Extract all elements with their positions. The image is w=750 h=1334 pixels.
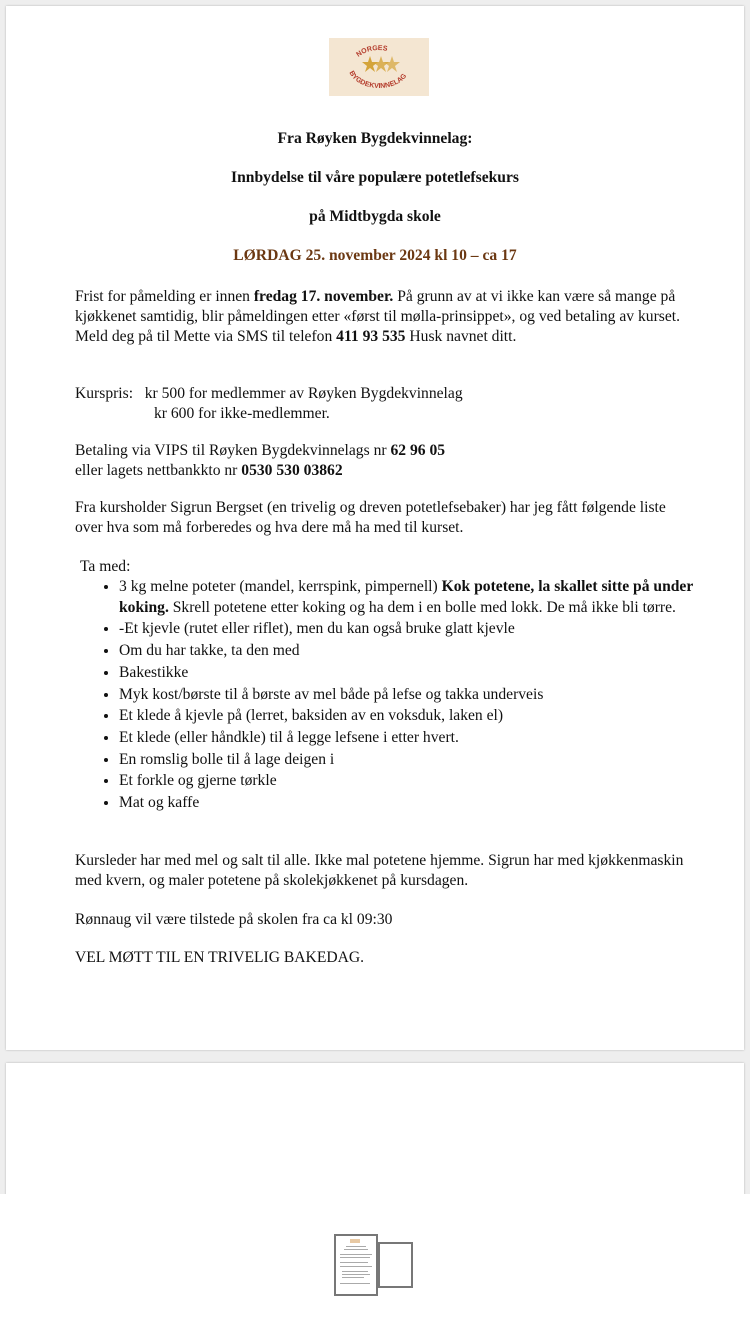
- list-item: • Om du har takke, ta den med: [119, 641, 695, 662]
- deadline: fredag 17. november.: [253, 288, 394, 305]
- header-line-1: Fra Røyken Bygdekvinnelag:: [277, 130, 473, 147]
- list-item: • En romslig bolle til å lage deigen i: [119, 750, 695, 771]
- document-page-2: [6, 1063, 744, 1203]
- list-item: • Myk kost/børste til å børste av mel både på lefse og takka underveis: [119, 685, 695, 706]
- event-date: LØRDAG 25. november 2024 kl 10 – ca 17: [233, 247, 517, 264]
- price-non-members: kr 600 for ikke-medlemmer.: [154, 405, 330, 422]
- payment-block: Betaling via VIPS til Røyken Bygdekvinnelags nr 62 96 05 eller lagets nettbankkto nr 0530 530 03862: [75, 442, 446, 479]
- logo-image: [329, 38, 429, 96]
- header-line-3: på Midtbygda skole: [309, 208, 441, 225]
- bank-account: 0530 530 03862: [241, 462, 343, 479]
- svg-text:BYGDEKVINNELAG: BYGDEKVINNELAG: [347, 69, 409, 91]
- closing-paragraph-1: Kursleder har med mel og salt til alle. Ikke mal potetene hjemme. Sigrun har med kjøkkenmaskin med kvern, og maler potetene på skolekjøkkenet på kursdagen.: [75, 852, 684, 889]
- vipps-number: 62 96 05: [390, 442, 446, 459]
- svg-text:NORGES: NORGES: [355, 44, 388, 59]
- text: Meld deg på til Mette via SMS til telefon: [75, 328, 337, 345]
- header-line-2: Innbydelse til våre populære potetlefsekurs: [231, 169, 519, 186]
- list-item: • 3 kg melne poteter (mandel, kerrspink, pimpernell) Kok potetene, la skallet sitte på under koking. Skrell potetene etter koking og ha dem i en bolle med lokk. De må ikke bli tørre.: [119, 577, 695, 618]
- list-title: Ta med:: [80, 558, 131, 575]
- price-label: Kurspris:: [75, 385, 134, 402]
- page-thumbnail-2[interactable]: [378, 1242, 413, 1288]
- document-page-1: [6, 6, 744, 1050]
- list-item: • Mat og kaffe: [119, 793, 695, 814]
- page-thumbnail-1[interactable]: [334, 1234, 378, 1296]
- text: På grunn av at vi ikke kan være så mange på kjøkkenet samtidig, blir påmeldingen etter «først til mølla-prinsippet», og ved betaling av kurset.: [75, 288, 680, 325]
- list-item: • Bakestikke: [119, 663, 695, 684]
- intro-paragraph: Fra kursholder Sigrun Bergset (en trivelig og dreven potetlefsebaker) har jeg fått følgende liste over hva som må forberedes og hva dere må ha med til kurset.: [75, 499, 666, 536]
- text: Frist for påmelding er innen: [75, 288, 254, 305]
- phone-number: 411 93 535: [336, 328, 406, 345]
- items-list: [75, 577, 695, 814]
- price-members: kr 500 for medlemmer av Røyken Bygdekvinnelag: [144, 385, 463, 402]
- price-block: [75, 384, 695, 424]
- list-item: • Et klede (eller håndkle) til å legge lefsene i etter hvert.: [119, 728, 695, 749]
- norges-bygdekvinnelag-logo: [334, 42, 424, 92]
- list-item: • Et forkle og gjerne tørkle: [119, 771, 695, 792]
- packing-list: [75, 557, 695, 815]
- closing-paragraph-3: VEL MØTT TIL EN TRIVELIG BAKEDAG.: [75, 949, 365, 966]
- closing-paragraph-2: Rønnaug vil være tilstede på skolen fra ca kl 09:30: [75, 911, 393, 928]
- list-item: • Et klede å kjevle på (lerret, baksiden av en voksduk, laken el): [119, 706, 695, 727]
- text: Husk navnet ditt.: [405, 328, 517, 345]
- registration-paragraph: [75, 287, 695, 347]
- list-item: • -Et kjevle (rutet eller riflet), men du kan også bruke glatt kjevle: [119, 619, 695, 640]
